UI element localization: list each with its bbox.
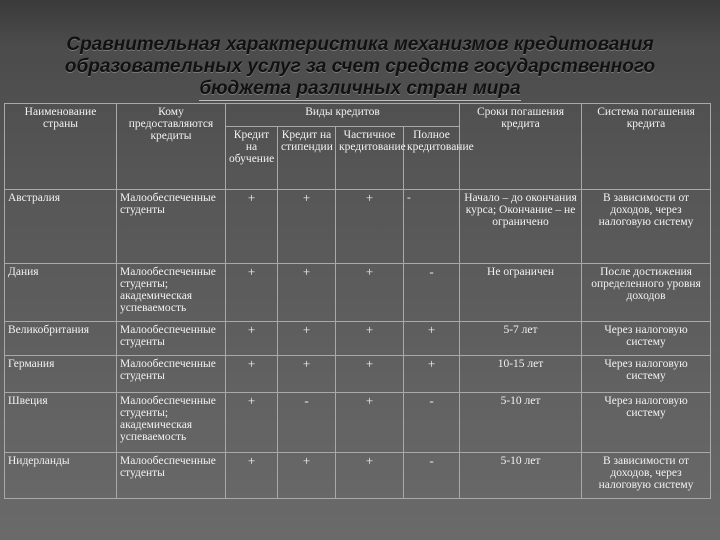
partial-cell: + xyxy=(336,322,404,356)
stipend-cell: + xyxy=(278,190,336,264)
system-cell: Через налоговую систему xyxy=(582,356,711,393)
title-line-1: Сравнительная характеристика механизмов кредитования xyxy=(66,34,654,55)
header-credit-types: Виды кредитов xyxy=(226,104,460,127)
terms-cell: 5-10 лет xyxy=(460,393,582,453)
stipend-cell: + xyxy=(278,453,336,499)
recipients-cell: Малообеспеченные студенты xyxy=(117,190,226,264)
table-row xyxy=(5,393,711,453)
stipend-cell: + xyxy=(278,356,336,393)
stipend-cell: - xyxy=(278,393,336,453)
table-row xyxy=(5,190,711,264)
title-line-2: образовательных услуг за счет средств государственного xyxy=(64,56,656,77)
table-row xyxy=(5,453,711,499)
table-row xyxy=(5,264,711,322)
stipend-cell: + xyxy=(278,322,336,356)
partial-cell: + xyxy=(336,356,404,393)
stipend-cell: + xyxy=(278,264,336,322)
terms-cell: Не ограничен xyxy=(460,264,582,322)
full-cell: - xyxy=(404,190,460,264)
country-cell: Дания xyxy=(5,264,117,322)
partial-cell: + xyxy=(336,264,404,322)
system-cell: Через налоговую систему xyxy=(582,322,711,356)
country-cell: Швеция xyxy=(5,393,117,453)
full-cell: + xyxy=(404,322,460,356)
system-cell: После достижения определенного уровня доходов xyxy=(582,264,711,322)
partial-cell: + xyxy=(336,393,404,453)
terms-cell: 5-7 лет xyxy=(460,322,582,356)
system-cell: Через налоговую систему xyxy=(582,393,711,453)
header-partial-credit: Частичное кредитование xyxy=(336,127,404,190)
terms-cell: 5-10 лет xyxy=(460,453,582,499)
tuition-cell: + xyxy=(226,322,278,356)
credit-comparison-table xyxy=(4,103,711,499)
system-cell: В зависимости от доходов, через налоговую систему xyxy=(582,190,711,264)
terms-cell: Начало – до окончания курса; Окончание – не ограничено xyxy=(460,190,582,264)
title-line-3: бюджета различных стран мира xyxy=(199,78,521,99)
recipients-cell: Малообеспеченные студенты xyxy=(117,356,226,393)
header-country: Наименование страны xyxy=(5,104,117,190)
table-row xyxy=(5,356,711,393)
recipients-cell: Малообеспеченные студенты xyxy=(117,453,226,499)
tuition-cell: + xyxy=(226,453,278,499)
header-recipients: Кому предоставляются кредиты xyxy=(117,104,226,190)
header-stipend-credit: Кредит на стипендии xyxy=(278,127,336,190)
country-cell: Великобритания xyxy=(5,322,117,356)
country-cell: Германия xyxy=(5,356,117,393)
table-row xyxy=(5,322,711,356)
tuition-cell: + xyxy=(226,190,278,264)
header-tuition-credit: Кредит на обучение xyxy=(226,127,278,190)
country-cell: Австралия xyxy=(5,190,117,264)
header-repayment-terms: Сроки погашения кредита xyxy=(460,104,582,190)
partial-cell: + xyxy=(336,190,404,264)
country-cell: Нидерланды xyxy=(5,453,117,499)
full-cell: - xyxy=(404,453,460,499)
full-cell: - xyxy=(404,264,460,322)
full-cell: + xyxy=(404,356,460,393)
recipients-cell: Малообеспеченные студенты; академическая успеваемость xyxy=(117,264,226,322)
recipients-cell: Малообеспеченные студенты; академическая успеваемость xyxy=(117,393,226,453)
header-repayment-system: Система погашения кредита xyxy=(582,104,711,190)
recipients-cell: Малообеспеченные студенты xyxy=(117,322,226,356)
tuition-cell: + xyxy=(226,393,278,453)
header-full-credit: Полное кредитование xyxy=(404,127,460,190)
terms-cell: 10-15 лет xyxy=(460,356,582,393)
partial-cell: + xyxy=(336,453,404,499)
tuition-cell: + xyxy=(226,356,278,393)
slide-title xyxy=(40,34,680,101)
system-cell: В зависимости от доходов, через налоговую систему xyxy=(582,453,711,499)
tuition-cell: + xyxy=(226,264,278,322)
full-cell: - xyxy=(404,393,460,453)
